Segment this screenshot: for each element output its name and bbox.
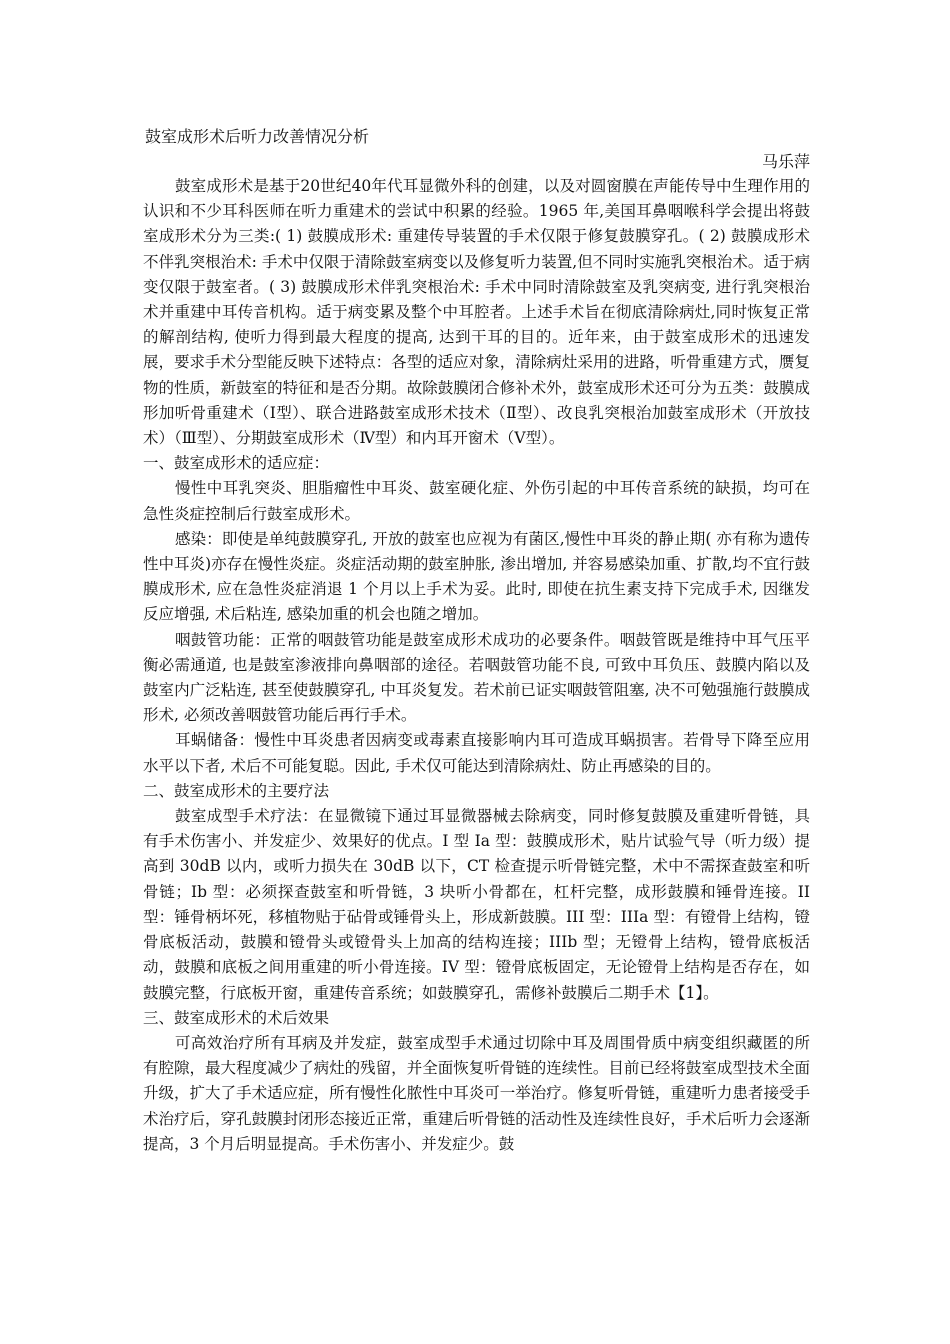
paragraph-outcomes: 可高效治疗所有耳病及并发症，鼓室成型手术通过切除中耳及周围骨质中病变组织藏匿的所有腔隙，最大程度减少了病灶的残留，并全面恢复听骨链的连续性。目前已经将鼓室成型技术全面升级，扩大了手术适应症，所有慢性化脓性中耳炎可一举治疗。修复听骨链，重建听力患者接受手术治疗后，穿孔鼓膜封闭形态接近正常，重建后听骨链的活动性及连续性良好，手术后听力会逐渐提高，3 个月后明显提高。手术伤害小、并发症少。鼓 bbox=[143, 1033, 810, 1153]
section-heading-outcomes: 三、鼓室成形术的术后效果 bbox=[143, 1008, 330, 1027]
paragraph-intro: 鼓室成形术是基于20世纪40年代耳显微外科的创建，以及对圆窗膜在声能传导中生理作用的认识和不少耳科医师在听力重建术的尝试中积累的经验。1965 年,美国耳鼻咽喉科学会提出将鼓室成形术分为三类:( 1) 鼓膜成形术: 重建传导装置的手术仅限于修复鼓膜穿孔。( 2) 鼓膜成形术不伴乳突根治术: 手术中仅限于清除鼓室病变以及修复听力装置,但不同时实施乳突根治术。适于病变仅限于鼓室者。( 3) 鼓膜成形术伴乳突根治术: 手术中同时清除鼓室及乳突病变, 进行乳突根治术并重建中耳传音机构。适于病变累及整个中耳腔者。上述手术旨在彻底清除病灶,同时恢复正常的解剖结构, 使听力得到最大程度的提高, 达到干耳的目的。近年来，由于鼓室成形术的迅速发展，要求手术分型能反映下述特点：各型的适应对象，清除病灶采用的进路，听骨重建方式，赝复物的性质，新鼓室的特征和是否分期。故除鼓膜闭合修补术外，鼓室成形术还可分为五类：鼓膜成形加听骨重建术（Ⅰ型）、联合进路鼓室成形术技术（Ⅱ型）、改良乳突根治加鼓室成形术（开放技术）（Ⅲ型）、分期鼓室成形术（Ⅳ型）和内耳开窗术（Ⅴ型）。 bbox=[143, 177, 810, 448]
document-title: 鼓室成形术后听力改善情况分析 bbox=[145, 127, 370, 146]
paragraph-eustachian-tube: 咽鼓管功能：正常的咽鼓管功能是鼓室成形术成功的必要条件。咽鼓管既是维持中耳气压平衡必需通道, 也是鼓室渗液排向鼻咽部的途径。若咽鼓管功能不良, 可致中耳负压、鼓膜内陷以及鼓室内广泛粘连, 甚至使鼓膜穿孔, 中耳炎复发。若术前已证实咽鼓管阻塞, 决不可勉强施行鼓膜成形术, 必须改善咽鼓管功能后再行手术。 bbox=[143, 630, 810, 725]
document-page bbox=[143, 124, 810, 1157]
paragraph-treatment: 鼓室成型手术疗法：在显微镜下通过耳显微器械去除病变，同时修复鼓膜及重建听骨链，具有手术伤害小、并发症少、效果好的优点。I 型 Ia 型：鼓膜成形术，贴片试验气导（听力级）提高到 30dB 以内，或听力损失在 30dB 以下，CT 检查提示听骨链完整，术中不需探查鼓室和听骨链；Ib 型：必须探查鼓室和听骨链，3 块听小骨都在，杠杆完整，成形鼓膜和锤骨连接。II 型：锤骨柄坏死，移植物贴于砧骨或锤骨头上，形成新鼓膜。III 型：IIIa 型：有镫骨上结构，镫骨底板活动，鼓膜和镫骨头或镫骨头上加高的结构连接；IIIb 型；无镫骨上结构，镫骨底板活动，鼓膜和底板之间用重建的听小骨连接。IV 型：镫骨底板固定，无论镫骨上结构是否存在，如鼓膜完整，行底板开窗，重建传音系统；如鼓膜穿孔，需修补鼓膜后二期手术【1】。 bbox=[143, 807, 810, 1002]
section-heading-indications: 一、鼓室成形术的适应症： bbox=[143, 454, 330, 473]
paragraph-indications: 慢性中耳乳突炎、胆脂瘤性中耳炎、鼓室硬化症、外伤引起的中耳传音系统的缺损，均可在急性炎症控制后行鼓室成形术。 bbox=[143, 479, 810, 523]
paragraph-infection: 感染：即使是单纯鼓膜穿孔, 开放的鼓室也应视为有菌区,慢性中耳炎的静止期( 亦有称为遗传性中耳炎)亦存在慢性炎症。炎症活动期的鼓室肿胀, 渗出增加, 并容易感染加重、扩散,均不宜行鼓膜成形术, 应在急性炎症消退 1 个月以上手术为妥。此时, 即使在抗生素支持下完成手术, 因继发反应增强, 术后粘连, 感染加重的机会也随之增加。 bbox=[143, 529, 810, 624]
paragraph-cochlear-reserve: 耳蜗储备：慢性中耳炎患者因病变或毒素直接影响内耳可造成耳蜗损害。若骨导下降至应用水平以下者, 术后不可能复聪。因此, 手术仅可能达到清除病灶、防止再感染的目的。 bbox=[143, 731, 810, 775]
section-heading-treatment: 二、鼓室成形术的主要疗法 bbox=[143, 781, 330, 800]
author-name: 马乐萍 bbox=[761, 152, 810, 171]
